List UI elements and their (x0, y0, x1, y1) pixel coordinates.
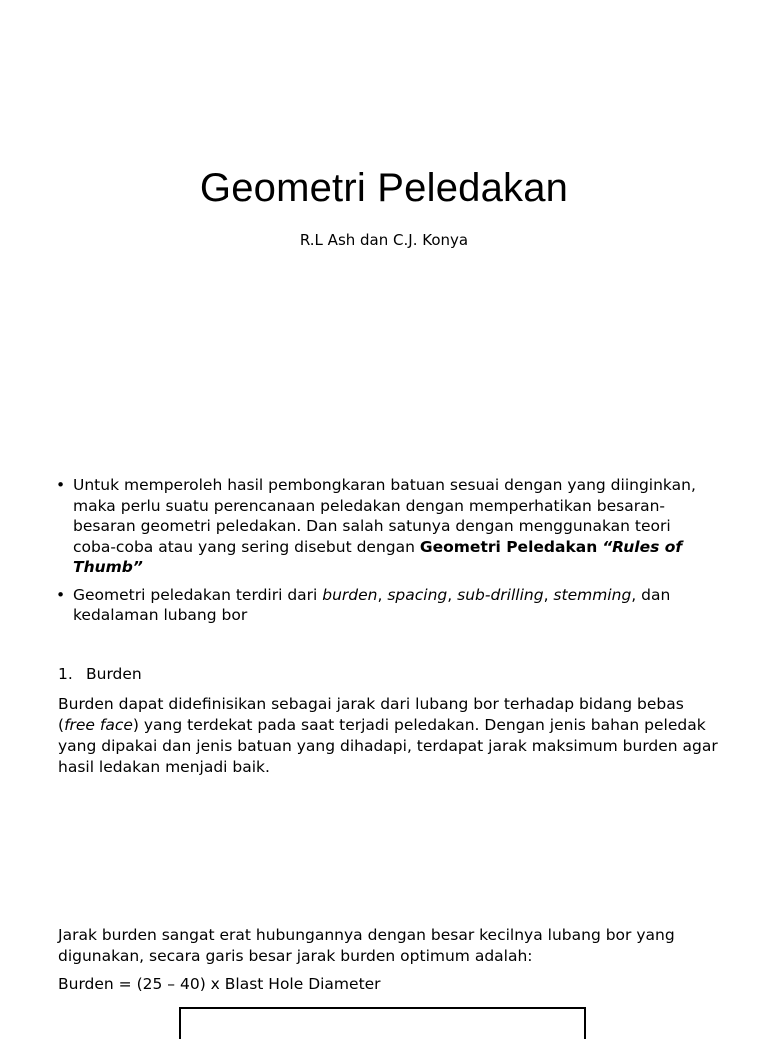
bullet-dot-icon: • (56, 585, 66, 604)
paragraph-burden-definition (58, 694, 718, 778)
section-number: 1. (58, 665, 73, 683)
section-title: Burden (86, 665, 142, 683)
term-stemming: stemming (553, 585, 632, 604)
bullet1-bold-italic: “Rules of Thumb” (73, 537, 683, 576)
separator: , (377, 585, 388, 604)
bullet1-text: Untuk memperoleh hasil pembongkaran batuan sesuai dengan yang diinginkan, maka perlu suatu perencanaan peledakan dengan memperhatikan besaran-besaran geometri peledakan. Dan salah satunya dengan menggunakan teori coba-coba atau yang sering disebut dengan (73, 476, 696, 556)
page-title: Geometri Peledakan (199, 166, 569, 210)
paragraph1-text: Burden dapat didefinisikan sebagai jarak dari lubang bor terhadap bidang bebas ( (58, 695, 684, 734)
formula-box (179, 1007, 586, 1039)
separator: , (447, 585, 458, 604)
bullet-item-1 (56, 475, 716, 578)
bullet-dot-icon: • (56, 476, 66, 494)
term-spacing: spacing (387, 585, 448, 604)
term-sub-drilling: sub-drilling (457, 585, 544, 604)
bullet2-text-end: , dan kedalaman lubang bor (73, 585, 671, 624)
bullet-list (56, 475, 716, 633)
paragraph-burden-relation: Jarak burden sangat erat hubungannya dengan besar kecilnya lubang bor yang digunakan, secara garis besar jarak burden optimum adalah: (58, 926, 675, 965)
burden-formula: Burden = (25 – 40) x Blast Hole Diameter (58, 975, 381, 993)
bullet2-text: Geometri peledakan terdiri dari (73, 585, 323, 604)
page-subtitle: R.L Ash dan C.J. Konya (299, 231, 469, 249)
term-free-face: free face (64, 716, 133, 734)
section-heading (58, 665, 142, 683)
bullet-item-2 (56, 585, 716, 626)
paragraph1-text-end: ) yang terdekat pada saat terjadi peledakan. Dengan jenis bahan peledak yang dipakai dan jenis batuan yang dihadapi, terdapat jarak maksimum burden agar hasil ledakan menjadi baik. (58, 716, 718, 776)
term-burden: burden (322, 585, 378, 604)
separator: , (543, 585, 554, 604)
bullet1-bold: Geometri Peledakan (419, 537, 598, 556)
